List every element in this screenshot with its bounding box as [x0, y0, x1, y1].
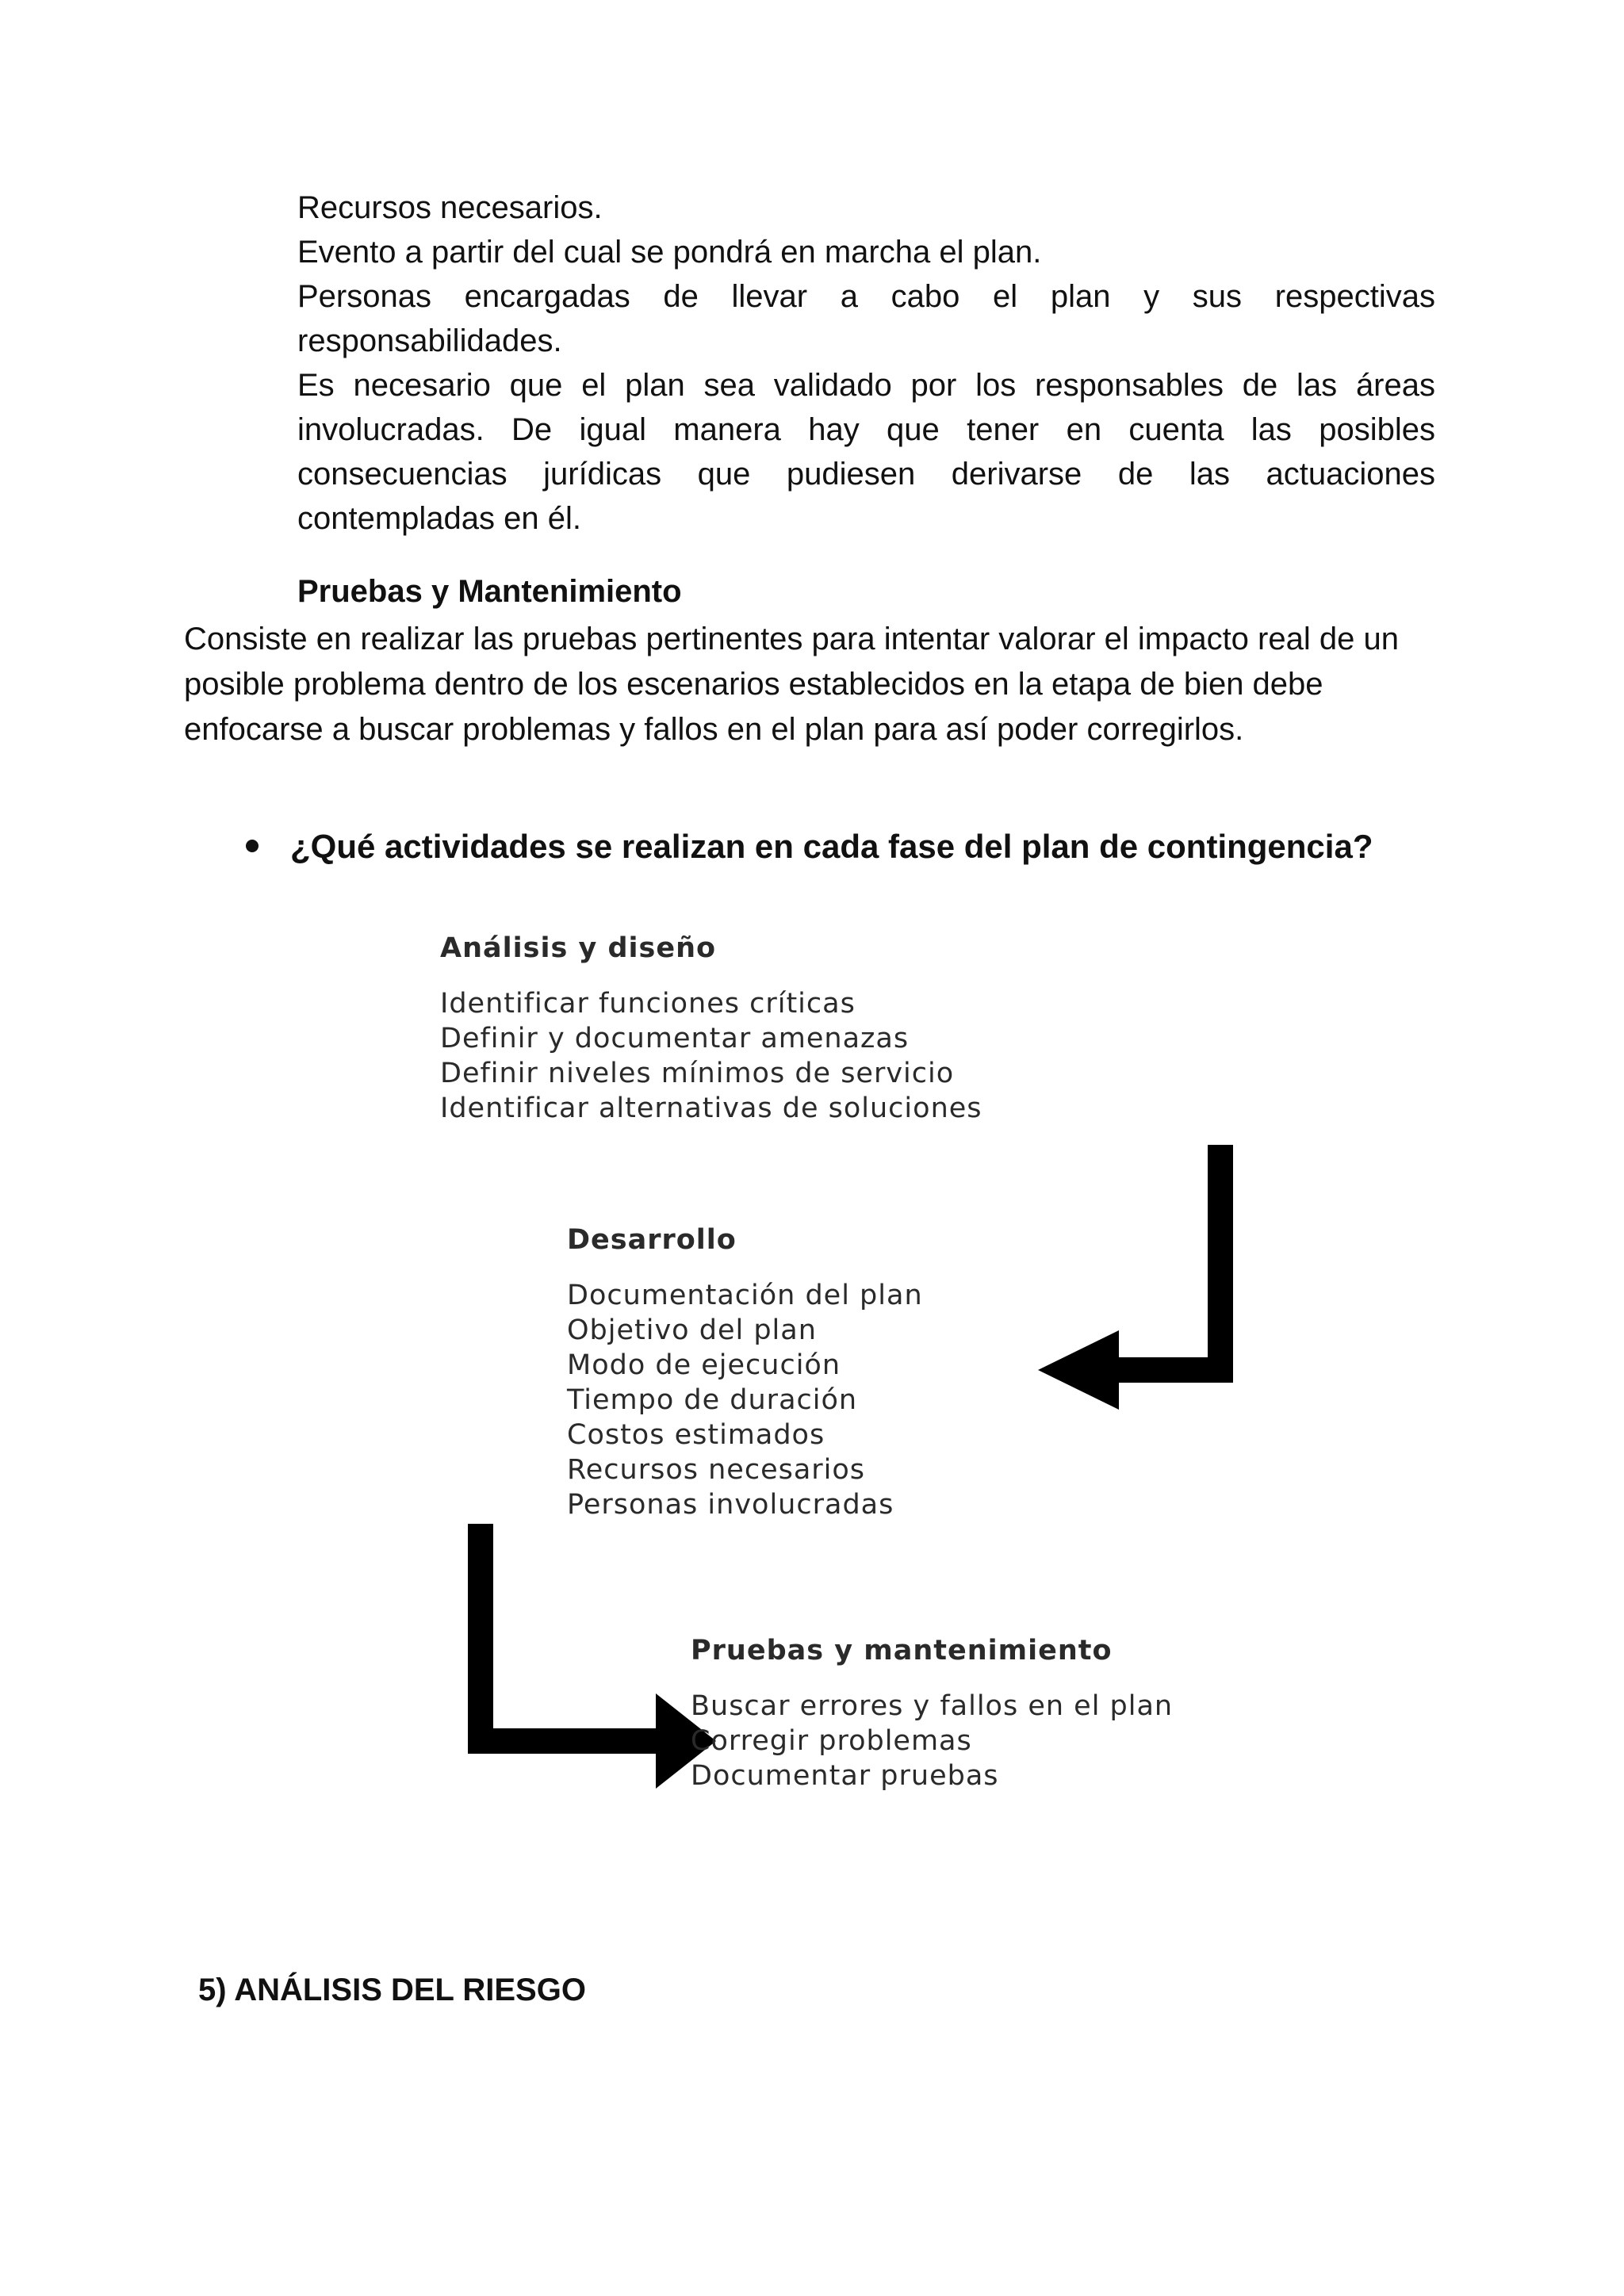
validation-para-line-4: contempladas en él.	[297, 501, 582, 536]
list-line-evento: Evento a partir del cual se pondrá en marcha el plan.	[297, 235, 1042, 270]
phase-desarrollo-item: Modo de ejecución	[567, 1349, 841, 1381]
phase-desarrollo-title: Desarrollo	[567, 1224, 737, 1256]
phases-diagram	[424, 920, 1273, 1823]
phase-analisis-item: Definir niveles mínimos de servicio	[440, 1058, 955, 1089]
question-bullet	[246, 823, 1373, 871]
phase-desarrollo-item: Costos estimados	[567, 1419, 825, 1451]
phase-pruebas-item: Corregir problemas	[691, 1725, 972, 1757]
phase-desarrollo-item: Documentación del plan	[567, 1280, 923, 1311]
phase-analisis-title: Análisis y diseño	[440, 932, 717, 964]
validation-para-line-3: consecuencias jurídicas que pudiesen derivarse de las actuaciones	[297, 457, 1435, 492]
pruebas-paragraph	[184, 617, 1453, 752]
phase-desarrollo-item: Tiempo de duración	[567, 1384, 858, 1416]
phase-pruebas-item: Buscar errores y fallos en el plan	[691, 1690, 1174, 1722]
phase-analisis-item: Definir y documentar amenazas	[440, 1023, 910, 1054]
phase-pruebas-item: Documentar pruebas	[691, 1760, 999, 1792]
list-line-recursos: Recursos necesarios.	[297, 190, 603, 225]
list-line-responsabilidades: responsabilidades.	[297, 323, 562, 358]
phase-pruebas-title: Pruebas y mantenimiento	[691, 1635, 1113, 1667]
top-list-block	[297, 186, 1435, 541]
pruebas-para-line-3: enfocarse a buscar problemas y fallos en el plan para así poder corregirlos.	[184, 712, 1244, 747]
list-line-personas: Personas encargadas de llevar a cabo el plan y sus respectivas	[297, 279, 1435, 314]
bullet-icon	[246, 840, 259, 852]
arrow-right-down-left-icon	[1038, 1145, 1233, 1410]
validation-para-line-2: involucradas. De igual manera hay que tener en cuenta las posibles	[297, 412, 1435, 447]
phase-desarrollo-item: Personas involucradas	[567, 1489, 894, 1521]
pruebas-heading: Pruebas y Mantenimiento	[297, 574, 682, 609]
phase-pruebas	[691, 1633, 1173, 1793]
arrow-left-down-right-icon	[468, 1524, 716, 1789]
pruebas-para-line-2: posible problema dentro de los escenarios establecidos en la etapa de bien debe	[184, 667, 1323, 702]
section-5-heading: 5) ANÁLISIS DEL RIESGO	[198, 1973, 586, 2007]
validation-para-line-1: Es necesario que el plan sea validado por los responsables de las áreas	[297, 368, 1435, 403]
phase-analisis-item: Identificar alternativas de soluciones	[440, 1093, 982, 1124]
phase-desarrollo-item: Objetivo del plan	[567, 1314, 817, 1346]
phase-desarrollo-item: Recursos necesarios	[567, 1454, 866, 1486]
phase-analisis	[440, 931, 982, 1126]
phase-analisis-item: Identificar funciones críticas	[440, 988, 856, 1020]
pruebas-para-line-1: Consiste en realizar las pruebas pertinentes para intentar valorar el impacto real de un	[184, 622, 1399, 656]
phase-desarrollo	[567, 1223, 923, 1522]
question-text: ¿Qué actividades se realizan en cada fase del plan de contingencia?	[290, 828, 1373, 865]
